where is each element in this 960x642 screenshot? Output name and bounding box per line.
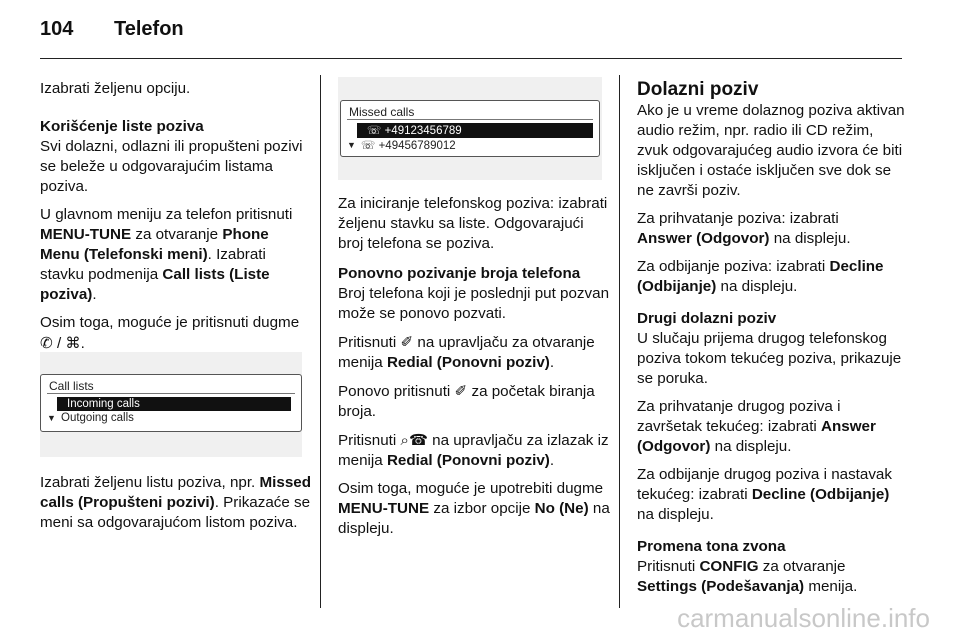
page-header bbox=[40, 18, 184, 48]
section-heading: Promena tona zvona bbox=[637, 538, 786, 555]
paragraph: Osim toga, moguće je pritisnuti dugme ✆ / ⌘. bbox=[40, 314, 300, 352]
section-heading: Drugi dolazni poziv bbox=[637, 310, 777, 327]
pen-icon: ✐ bbox=[400, 333, 414, 351]
section-heading: Ponovno pozivanje broja telefona bbox=[338, 265, 581, 282]
missed-call-icon: ☏ bbox=[367, 123, 382, 137]
display-screen bbox=[340, 100, 600, 157]
screen-separator bbox=[47, 393, 295, 394]
paragraph: Svi dolazni, odlazni ili propušteni pozivi se beleže u odgovarajućim listama poziva. bbox=[40, 138, 303, 195]
paragraph: Izabrati željenu listu poziva, npr. Missed calls (Propušteni pozivi). Prikazaće se meni sa odgovarajućom listom poziva. bbox=[40, 474, 311, 531]
column-divider-1 bbox=[320, 75, 321, 608]
column-3 bbox=[637, 79, 905, 605]
paragraph: Za prihvatanje poziva: izabrati Answer (Odgovor) na displeju. bbox=[637, 210, 851, 247]
column-divider-2 bbox=[619, 75, 620, 608]
paragraph: Ponovo pritisnuti ✐ za početak biranja broja. bbox=[338, 382, 595, 420]
watermark: carmanualsonline.info bbox=[677, 603, 930, 633]
paragraph: Ako je u vreme dolaznog poziva aktivan audio režim, npr. radio ili CD režim, zvuk odgovarajućeg audio izvora će biti isključen i ostaće isključen sve dok se ne završi poziv. bbox=[637, 102, 905, 199]
display-screen bbox=[40, 374, 302, 432]
paragraph: Za iniciranje telefonskog poziva: izabrati željenu stavku sa liste. Odgovarajući broj telefona se poziva. bbox=[338, 195, 608, 252]
paragraph: U glavnom meniju za telefon pritisnuti MENU-TUNE za otvaranje Phone Menu (Telefonski meni). Izabrati stavku podmenija Call lists (Liste poziva). bbox=[40, 206, 293, 303]
column-2 bbox=[338, 194, 610, 547]
paragraph: Za odbijanje poziva: izabrati Decline (Odbijanje) na displeju. bbox=[637, 258, 884, 295]
missed-calls-screen-image bbox=[338, 77, 602, 180]
column-1-bottom bbox=[40, 473, 312, 541]
command-icon: ⌘ bbox=[65, 334, 81, 352]
selected-row: ☏ +49123456789 bbox=[357, 123, 593, 138]
paragraph: U slučaju prijema drugog telefonskog poziva tokom tekućeg poziva, prikazuje se poruka. bbox=[637, 330, 902, 387]
screen-separator bbox=[347, 119, 593, 120]
list-row: ☏ +49456789012 bbox=[361, 138, 456, 152]
paragraph: Pritisnuti ✐ na upravljaču za otvaranje menija Redial (Ponovni poziv). bbox=[338, 333, 595, 371]
pen-icon: ✐ bbox=[454, 382, 468, 400]
screen-title: Missed calls bbox=[349, 105, 415, 119]
triangle-down-icon: ▼ bbox=[47, 413, 56, 423]
call-lists-screen-image bbox=[40, 352, 302, 457]
paragraph: Izabrati željenu opciju. bbox=[40, 80, 191, 97]
paragraph: Broj telefona koji je poslednji put pozvan može se ponovo pozvati. bbox=[338, 285, 610, 322]
paragraph: Za prihvatanje drugog poziva i završetak tekućeg: izabrati Answer (Odgovor) na displeju. bbox=[637, 398, 876, 455]
page-title: Telefon bbox=[114, 18, 184, 40]
list-row: Outgoing calls bbox=[61, 412, 134, 424]
triangle-down-icon: ▼ bbox=[347, 140, 356, 150]
selected-row: Incoming calls bbox=[57, 397, 291, 411]
paragraph: Pritisnuti CONFIG za otvaranje Settings (Podešavanja) menija. bbox=[637, 558, 858, 595]
hang-up-icon: ⌕☎ bbox=[400, 431, 428, 449]
section-heading: Korišćenje liste poziva bbox=[40, 118, 204, 135]
phone-icon: ✆ bbox=[40, 334, 53, 352]
column-1 bbox=[40, 79, 310, 390]
section-title: Dolazni poziv bbox=[637, 79, 759, 100]
screen-title: Call lists bbox=[49, 379, 94, 393]
missed-call-icon: ☏ bbox=[361, 138, 376, 152]
page-number: 104 bbox=[40, 18, 74, 40]
paragraph: Za odbijanje drugog poziva i nastavak tekućeg: izabrati Decline (Odbijanje) na displeju. bbox=[637, 466, 892, 523]
paragraph: Pritisnuti ⌕☎ na upravljaču za izlazak iz menija Redial (Ponovni poziv). bbox=[338, 431, 609, 469]
paragraph: Osim toga, moguće je upotrebiti dugme MENU-TUNE za izbor opcije No (Ne) na displeju. bbox=[338, 480, 610, 537]
header-rule bbox=[40, 58, 902, 59]
